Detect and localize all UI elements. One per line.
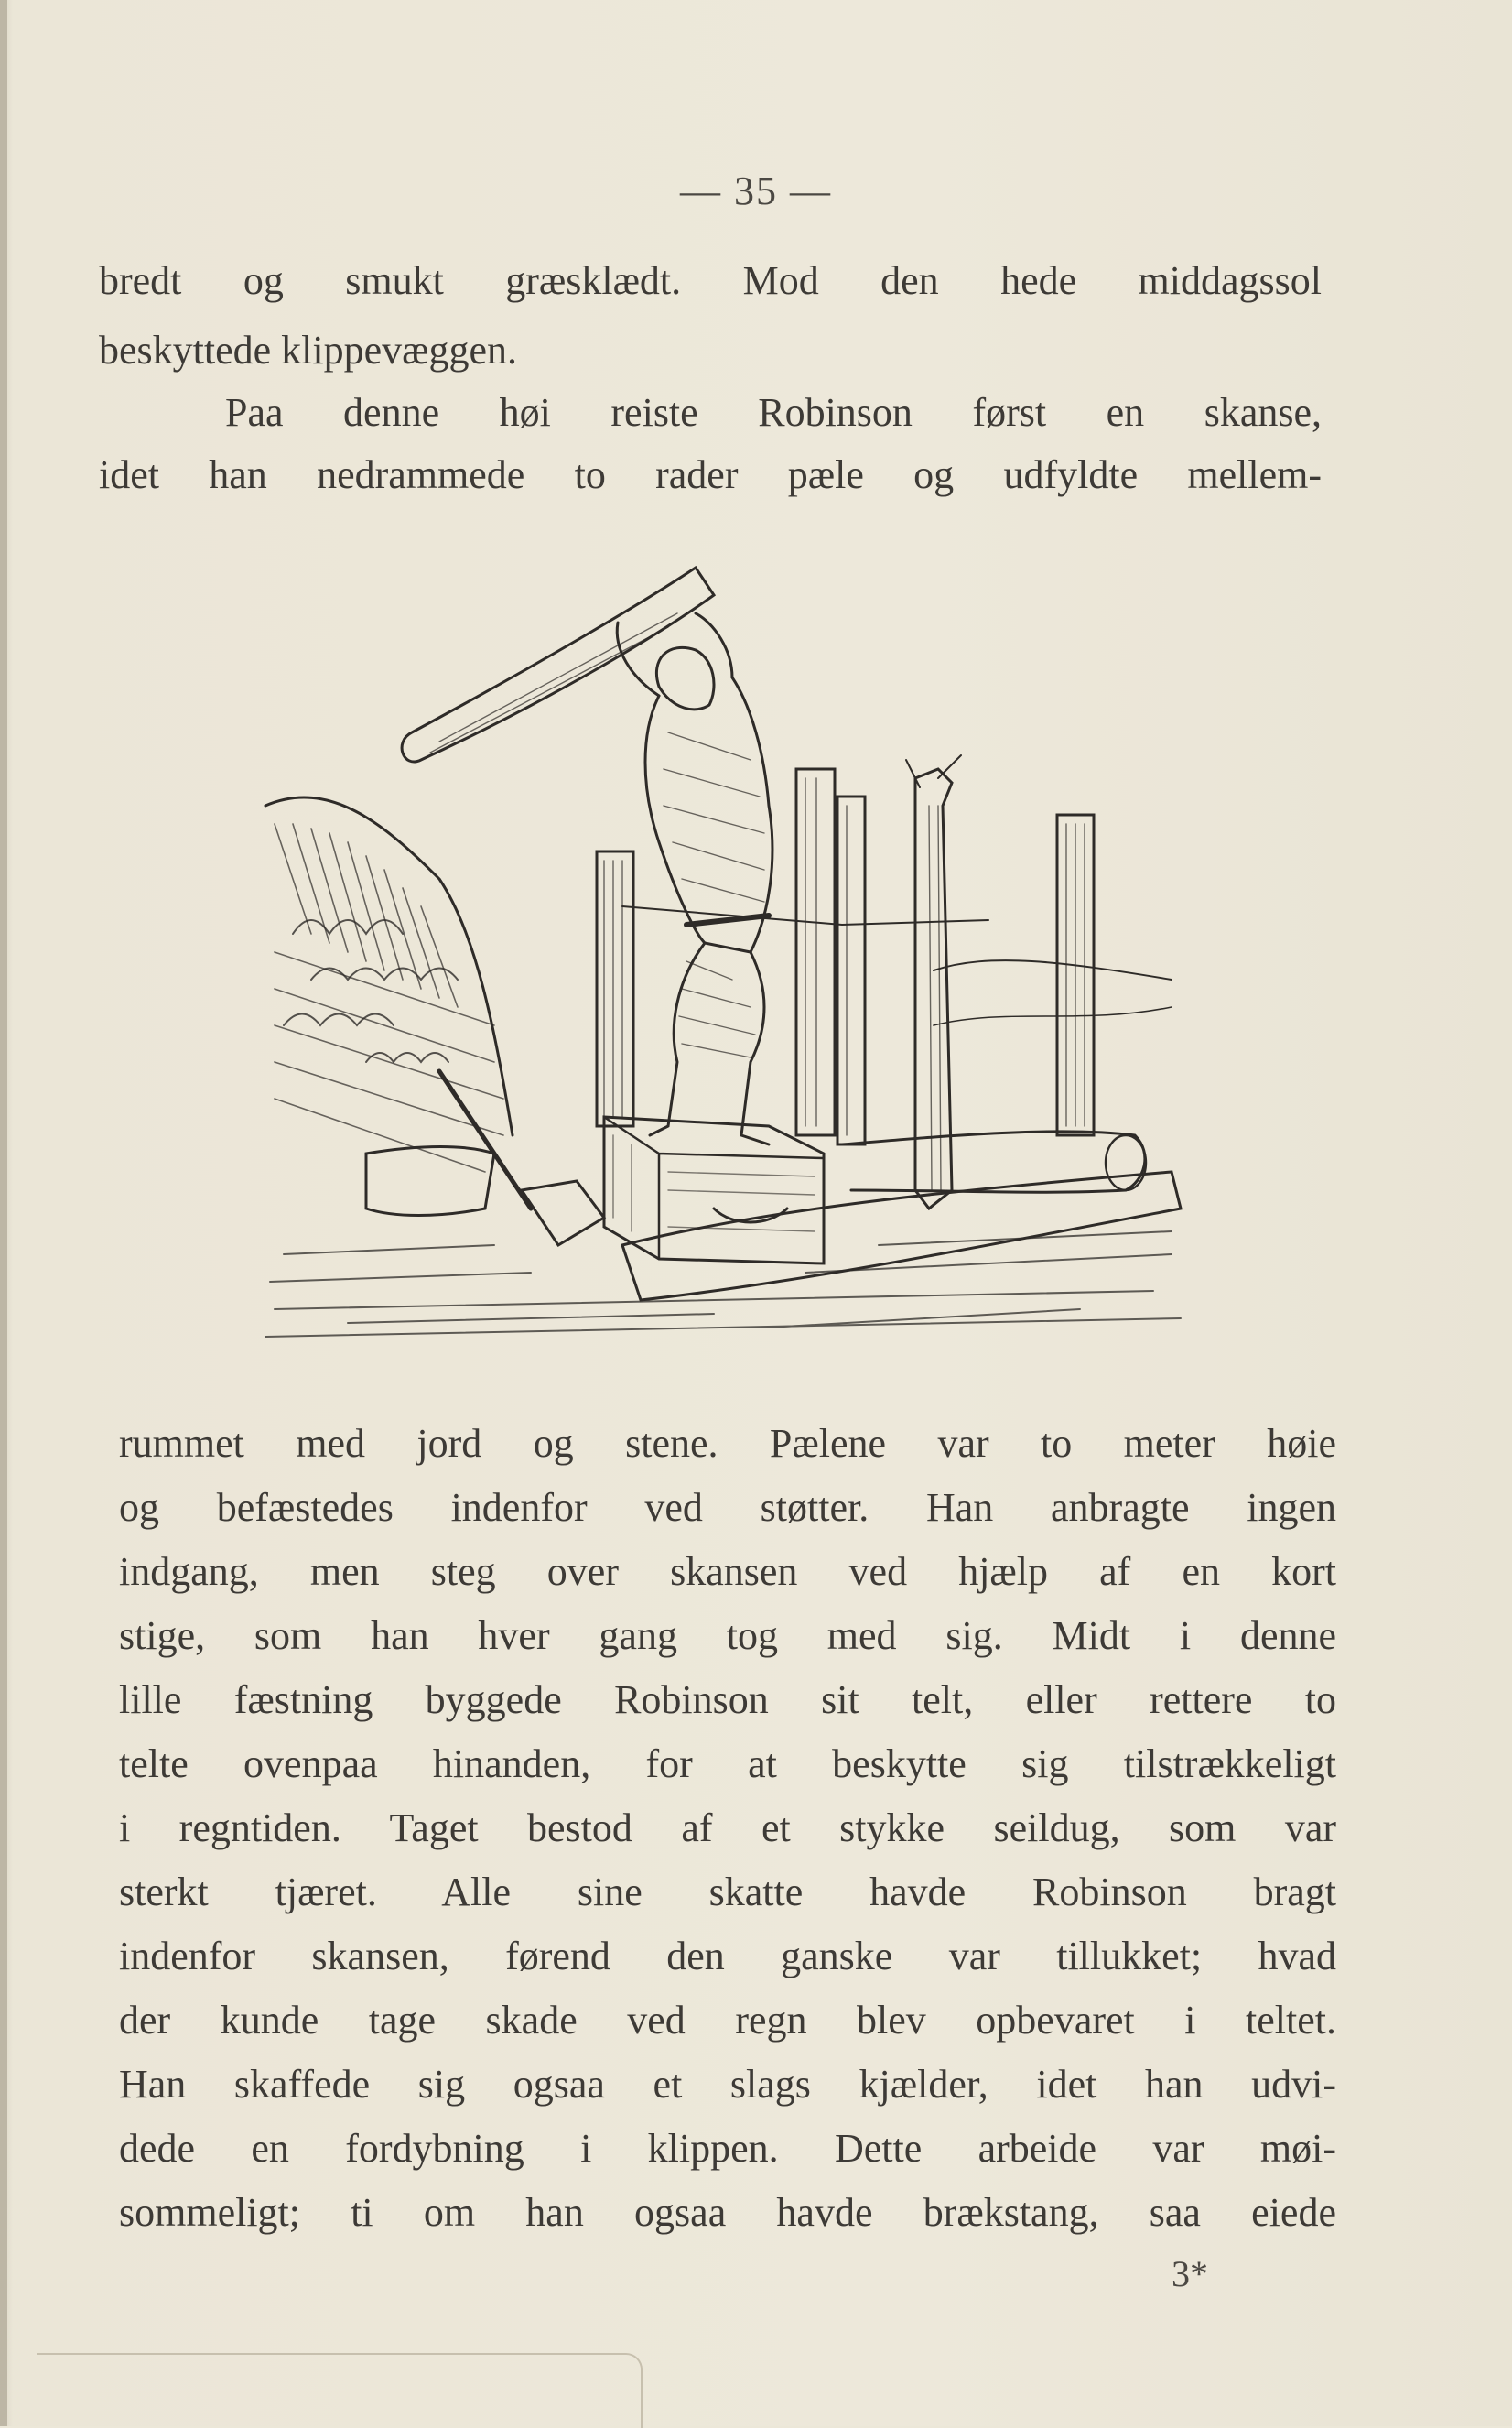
text-line: stige, som han hver gang tog med sig. Midt i denne (119, 1613, 1336, 1658)
signature-mark: 3* (1172, 2253, 1208, 2294)
text-line: indgang, men steg over skansen ved hjælp af en kort (119, 1549, 1336, 1594)
text-line: indenfor skansen, førend den ganske var tillukket; hvad (119, 1934, 1336, 1978)
text-line: der kunde tage skade ved regn blev opbevaret i teltet. (119, 1998, 1336, 2043)
text-line: telte ovenpaa hinanden, for at beskytte sig tilstrækkeligt (119, 1741, 1336, 1786)
page-fold-edge (37, 2353, 643, 2428)
text-line: bredt og smukt græsklædt. Mod den hede middagssol (99, 258, 1322, 303)
page-number: — 35 — (680, 168, 832, 213)
text-line: idet han nedrammede to rader pæle og udfyldte mellem- (99, 452, 1322, 497)
text-line: beskyttede klippevæggen. (99, 328, 518, 373)
text-line: sommeligt; ti om han ogsaa havde brækstang, saa eiede (119, 2190, 1336, 2235)
text-line: dede en fordybning i klippen. Dette arbeide var møi- (119, 2126, 1336, 2171)
text-line: sterkt tjæret. Alle sine skatte havde Robinson bragt (119, 1870, 1336, 1914)
text-line: og befæstedes indenfor ved støtter. Han anbragte ingen (119, 1485, 1336, 1530)
text-line: lille fæstning byggede Robinson sit telt, eller rettere to (119, 1677, 1336, 1722)
text-line: Paa denne høi reiste Robinson først en skanse, (225, 390, 1322, 435)
engraving-illustration (256, 549, 1190, 1355)
text-line: Han skaffede sig ogsaa et slags kjælder, idet han udvi- (119, 2062, 1336, 2107)
text-line: i regntiden. Taget bestod af et stykke seildug, som var (119, 1805, 1336, 1850)
text-line: rummet med jord og stene. Pælene var to meter høie (119, 1421, 1336, 1466)
page-binding-edge (0, 0, 7, 2426)
